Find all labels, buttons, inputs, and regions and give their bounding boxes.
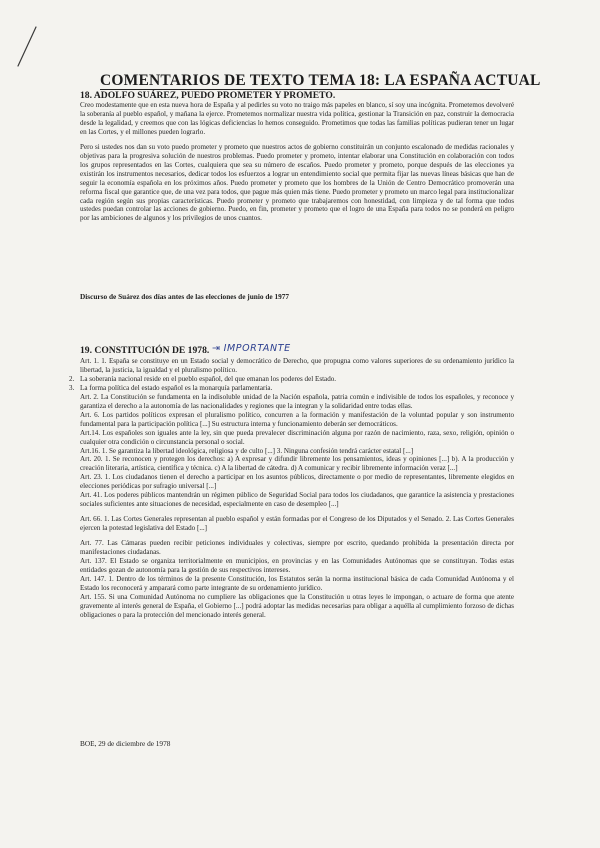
article-line: Art. 137. El Estado se organiza territorialmente en municipios, en provincias y en las Comunidades Autónomas que se constituyan. Todas estas entidades gozan de autonomía para la gestión de sus respectivos intereses. xyxy=(80,557,514,574)
article-line: Art.14. Los españoles son iguales ante la ley, sin que pueda prevalecer discriminación alguna por razón de nacimiento, raza, sexo, religión, opinión o cualquier otra condición o circunstancia personal o social. xyxy=(80,428,514,446)
section-18-body xyxy=(80,101,514,223)
article-line: Art. 23. 1. Los ciudadanos tienen el derecho a participar en los asuntos públicos, directamente o por medio de representantes, libremente elegidos en elecciones periódicas por sufragio universal [...] xyxy=(80,473,514,491)
article-line: Art. 6. Los partidos políticos expresan el pluralismo político, concurren a la formación y manifestación de la voluntad popular y son instrumento fundamental para la participación política [...] Su estructura interna y funcionamiento deberán ser democráticos. xyxy=(80,410,514,428)
article-line: Art. 66. 1. Las Cortes Generales representan al pueblo español y están formadas por el Congreso de los Diputados y el Senado. 2. Las Cortes Generales ejercen la potestad legislativa del Estado [...] xyxy=(80,515,514,533)
article-line: 2. La soberanía nacional reside en el pueblo español, del que emanan los poderes del Estado. xyxy=(69,374,337,383)
article-line: 3. La forma política del estado español es la monarquía parlamentaria. xyxy=(69,383,273,392)
article-line: Art. 77. Las Cámaras pueden recibir peticiones individuales y colectivas, siempre por escrito, quedando prohibida la presentación directa por manifestaciones ciudadanas. xyxy=(80,539,514,557)
article-line: Art. 2. La Constitución se fundamenta en la indisoluble unidad de la Nación española, patria común e indivisible de todos los españoles, y reconoce y garantiza el derecho a la autonomía de las nacionalidades y regiones que la integran y la solidaridad entre todas ellas. xyxy=(80,392,514,410)
pen-stroke-mark xyxy=(14,24,40,70)
arrow-icon: ⇥ xyxy=(212,343,221,354)
section-18-paragraph: Pero si ustedes nos dan su voto puedo prometer y prometo que nuestros actos de gobierno constituirán un conjunto escalonado de medidas racionales y objetivas para la progresiva solución de nuestros problemas. Puedo prometer y prometo, intentar elaborar una Constitución en colaboración con todos los grupos representados en las Cortes, cualquiera que sea su número de escaños. Puedo prometer y prometo, porque después de las elecciones ya existirán los instrumentos necesarios, dedicar todos los esfuerzos a lograr un entendimiento social que permita fijar las nuevas líneas básicas que han de seguir la economía española en los próximos años. Puedo prometer y prometo que los hombres de la Unión de Centro Democrático promoverán una reforma fiscal que garantice que, de una vez para todos, que pague más quien más tiene. Puedo prometer y prometo un marco legal para institucionalizar cada región según sus propias características. Puedo prometer y prometo que trabajaremos con honestidad, con limpieza y de tal forma que todos ustedes puedan controlar las acciones de gobierno. Puedo, en fin, prometer y prometo que el logro de una España para todos no se ponderá en peligro por las ambiciones de algunos y los privilegios de unos cuantos. xyxy=(80,142,514,223)
article-line: Art.16. 1. Se garantiza la libertad ideológica, religiosa y de culto [...] 3. Ninguna confesión tendrá carácter estatal [...] xyxy=(80,446,414,455)
article-line: Art. 155. Si una Comunidad Autónoma no cumpliere las obligaciones que la Constitución u otras leyes le impongan, o actuare de forma que atente gravemente al interés general de España, el Gobierno [...] podrá adoptar las medidas necesarias para obligar a aquélla al cumplimiento forzoso de dichas obligaciones o para la protección del mencionado interés general. xyxy=(80,592,514,619)
document-title: COMENTARIOS DE TEXTO TEMA 18: LA ESPAÑA ACTUAL xyxy=(100,72,541,89)
article-line: Art. 1. 1. España se constituye en un Estado social y democrático de Derecho, que propugna como valores superiores de su ordenamiento jurídico la libertad, la justicia, la igualdad y el pluralismo político. xyxy=(80,357,514,374)
article-line: Art. 41. Los poderes públicos mantendrán un régimen público de Seguridad Social para todos los ciudadanos, que garantice la asistencia y prestaciones sociales suficientes ante situaciones de necesidad, especialmente en caso de desempleo [...] xyxy=(80,491,514,509)
annotation-text: IMPORTANTE xyxy=(223,343,291,354)
section-18-heading: 18. ADOLFO SUÁREZ, PUEDO PROMETER Y PROMETO. xyxy=(80,90,336,101)
handwritten-annotation xyxy=(212,343,291,354)
article-line: Art. 20. 1. Se reconocen y protegen los derechos: a) A expresar y difundir libremente los pensamientos, ideas y opiniones [...] b). A la producción y creación literaria, artística, científica y técnica. c) A la libertad de cátedra. d) A comunicar y recibir libremente información veraz [...] xyxy=(80,455,514,473)
article-line: Art. 147. 1. Dentro de los términos de la presente Constitución, los Estatutos serán la norma institucional básica de cada Comunidad Autónoma y el Estado los reconocerá y amparará como parte integrante de su ordenamiento jurídico. xyxy=(80,574,514,592)
section-19-source: BOE, 29 de diciembre de 1978 xyxy=(80,739,171,748)
section-18-paragraph: Creo modestamente que en esta nueva hora de España y al pedirles su voto no traigo más papeles en blanco, sí soy una incógnita. Prometemos devolveré la soberanía al pueblo español, y mañana la ejerce. Prometemos normalizar nuestra vida política, gestionar la Transición en paz, construir la democracia desde la legalidad, y creemos que con las lógicas deficiencias lo hemos conseguido. Prometimos que todas las familias políticas pudieran tener un lugar en las Cortes, y el millones pueden lograrlo. xyxy=(80,101,514,136)
section-18-source: Discurso de Suárez dos días antes de las elecciones de junio de 1977 xyxy=(80,292,290,301)
section-19-heading: 19. CONSTITUCIÓN DE 1978. xyxy=(80,345,210,356)
section-19-body xyxy=(69,357,514,620)
